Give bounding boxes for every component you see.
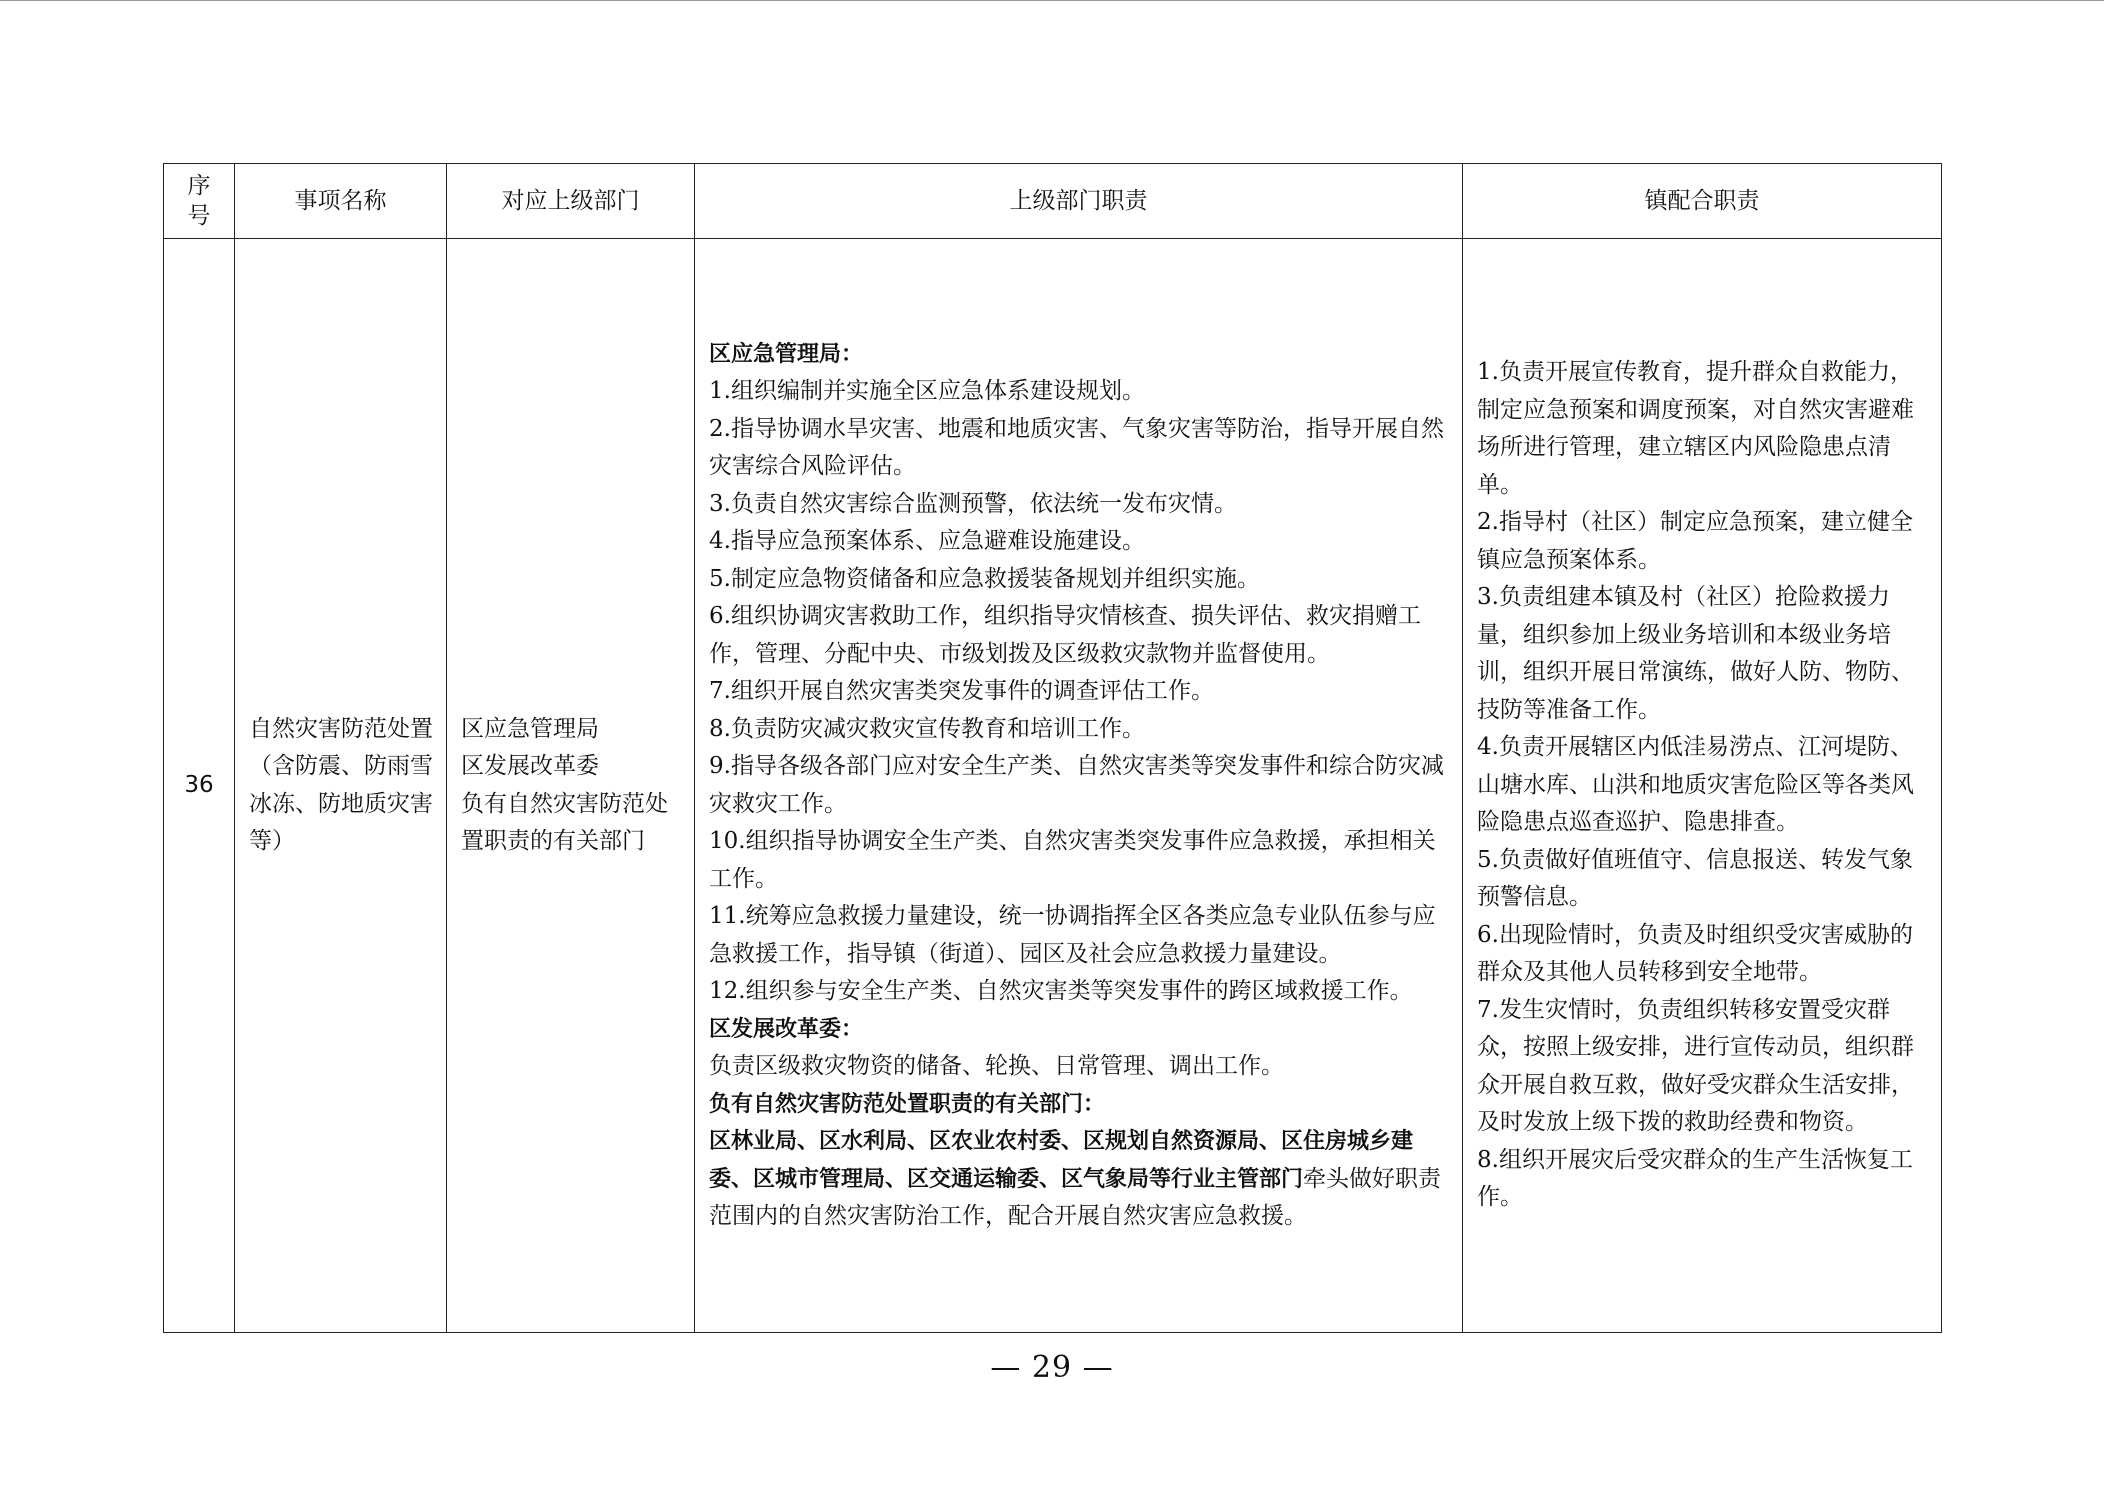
page-number: — 29 — xyxy=(990,1350,1114,1385)
dept-line: 负有自然灾害防范处置职责的有关部门 xyxy=(461,790,668,854)
header-upper-duties: 上级部门职责 xyxy=(695,164,1463,239)
row-item-name: 自然灾害防范处置（含防震、防雨雪冰冻、防地质灾害等） xyxy=(235,239,447,1333)
table-header-row xyxy=(164,164,1942,239)
town-duty-item: 2.指导村（社区）制定应急预案，建立健全镇应急预案体系。 xyxy=(1477,509,1913,573)
row-seq: 36 xyxy=(164,239,235,1333)
duty-item: 3.负责自然灾害综合监测预警，依法统一发布灾情。 xyxy=(709,490,1237,517)
duty-item: 9.指导各级各部门应对安全生产类、自然灾害类等突发事件和综合防灾减灾救灾工作。 xyxy=(709,753,1444,817)
town-duty-item: 7.发生灾情时，负责组织转移安置受灾群众，按照上级安排，进行宣传动员，组织群众开展自救互救，做好受灾群众生活安排，及时发放上级下拨的救助经费和物资。 xyxy=(1477,996,1914,1136)
section-title-emergency-bureau: 区应急管理局： xyxy=(709,341,864,367)
town-duty-item: 5.负责做好值班值守、信息报送、转发气象预警信息。 xyxy=(1477,846,1913,911)
duties-table xyxy=(163,163,1942,1333)
related-departments-text xyxy=(709,1123,1450,1236)
related-departments-duty: 牵头做好职责范围内的自然灾害防治工作，配合开展自然灾害应急救援。 xyxy=(709,1165,1442,1229)
section-title-related-departments: 负有自然灾害防范处置职责的有关部门： xyxy=(709,1091,1106,1117)
duty-item: 10.组织指导协调安全生产类、自然灾害类突发事件应急救援，承担相关工作。 xyxy=(709,828,1436,892)
related-departments-list: 区林业局、区水利局、区农业农村委、区规划自然资源局、区住房城乡建委、区城市管理局、区交通运输委、区气象局等行业主管部门 xyxy=(709,1129,1414,1192)
town-duty-item: 6.出现险情时，负责及时组织受灾害威胁的群众及其他人员转移到安全地带。 xyxy=(1477,921,1913,986)
duty-item: 7.组织开展自然灾害类突发事件的调查评估工作。 xyxy=(709,678,1214,704)
duty-item: 2.指导协调水旱灾害、地震和地质灾害、气象灾害等防治，指导开展自然灾害综合风险评估。 xyxy=(709,415,1444,479)
duty-item: 6.组织协调灾害救助工作，组织指导灾情核查、损失评估、救灾捐赠工作，管理、分配中央、市级划拨及区级救灾款物并监督使用。 xyxy=(709,603,1421,667)
dept-line: 区发展改革委 xyxy=(461,753,599,779)
row-town-duties xyxy=(1463,239,1942,1333)
town-duty-item: 1.负责开展宣传教育，提升群众自救能力，制定应急预案和调度预案，对自然灾害避难场所进行管理，建立辖区内风险隐患点清单。 xyxy=(1477,359,1914,498)
town-duty-item: 3.负责组建本镇及村（社区）抢险救援力量，组织参加上级业务培训和本级业务培训，组织开展日常演练，做好人防、物防、技防等准备工作。 xyxy=(1477,584,1914,723)
duty-item: 1.组织编制并实施全区应急体系建设规划。 xyxy=(709,378,1145,404)
duty-item: 负责区级救灾物资的储备、轮换、日常管理、调出工作。 xyxy=(709,1053,1284,1079)
page-top-edge xyxy=(0,0,2104,1)
row-upper-duties xyxy=(695,239,1463,1333)
row-upper-dept xyxy=(447,239,695,1333)
duty-item: 12.组织参与安全生产类、自然灾害类等突发事件的跨区域救援工作。 xyxy=(709,978,1413,1004)
town-duty-item: 8.组织开展灾后受灾群众的生产生活恢复工作。 xyxy=(1477,1146,1913,1211)
town-duty-item: 4.负责开展辖区内低洼易涝点、江河堤防、山塘水库、山洪和地质灾害危险区等各类风险隐患点巡查巡护、隐患排查。 xyxy=(1477,734,1914,836)
dept-line: 区应急管理局 xyxy=(461,715,599,742)
duty-item: 5.制定应急物资储备和应急救援装备规划并组织实施。 xyxy=(709,565,1260,592)
header-town-duties: 镇配合职责 xyxy=(1463,164,1942,239)
duty-item: 4.指导应急预案体系、应急避难设施建设。 xyxy=(709,528,1145,554)
header-seq: 序号 xyxy=(164,164,235,239)
duty-item: 11.统筹应急救援力量建设，统一协调指挥全区各类应急专业队伍参与应急救援工作，指导镇（街道）、园区及社会应急救援力量建设。 xyxy=(709,903,1436,967)
duty-item: 8.负责防灾减灾救灾宣传教育和培训工作。 xyxy=(709,715,1145,742)
header-upper-dept: 对应上级部门 xyxy=(447,164,695,239)
section-title-development-reform: 区发展改革委： xyxy=(709,1016,864,1042)
header-item-name: 事项名称 xyxy=(235,164,447,239)
table-row xyxy=(164,239,1942,1333)
